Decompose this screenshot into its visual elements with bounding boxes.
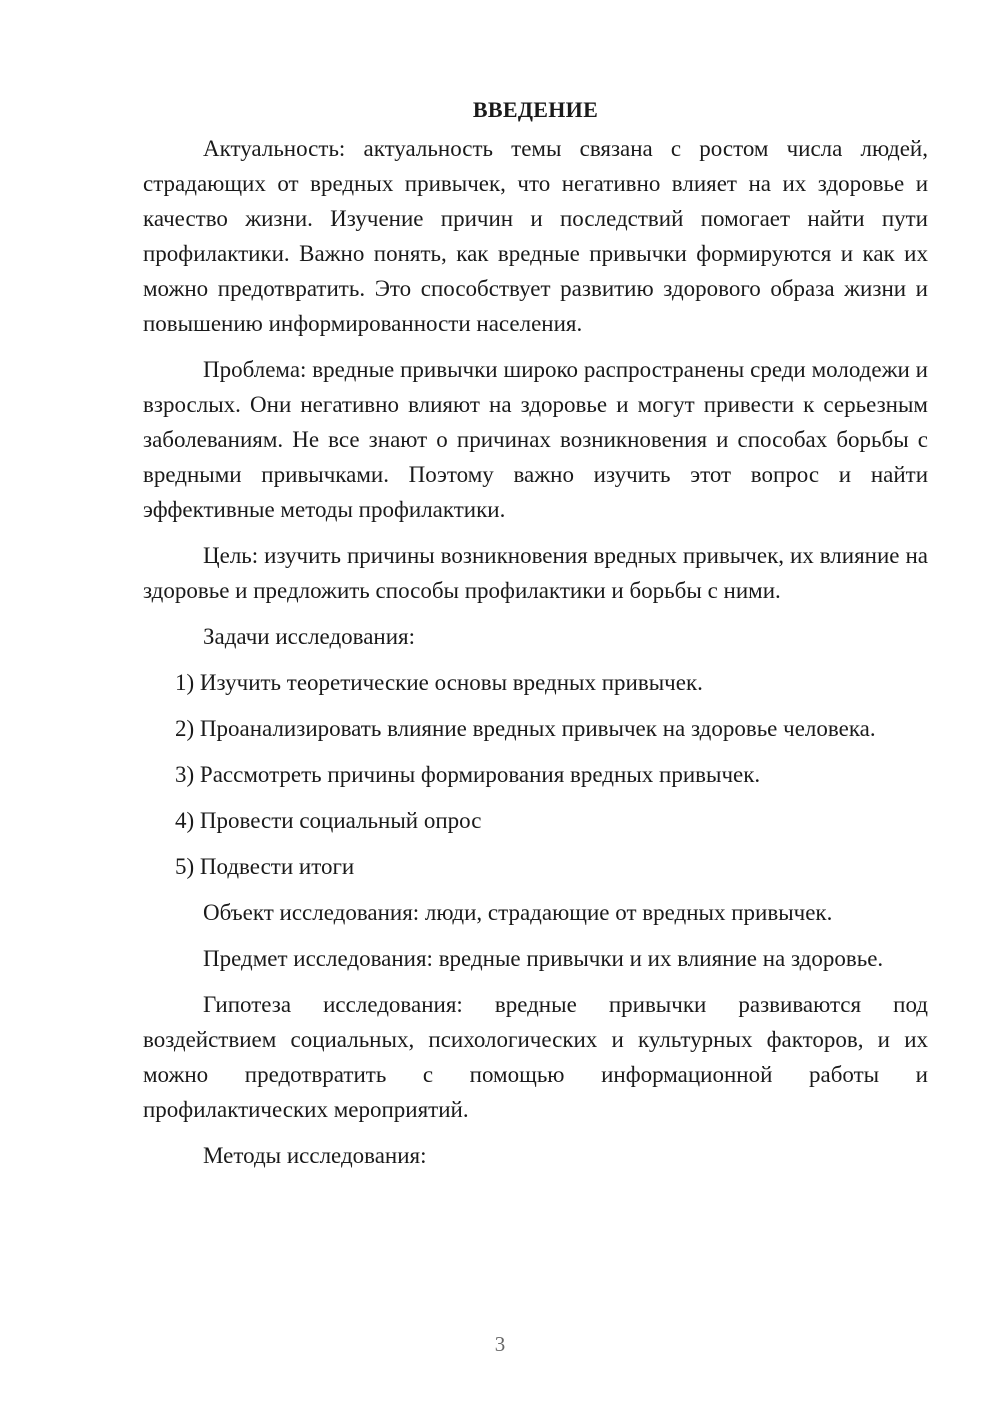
list-item-task-4: 4) Провести социальный опрос <box>175 808 482 833</box>
paragraph-goal: Цель: изучить причины возникновения вредных привычек, их влияние на здоровье и предложить способы профилактики и борьбы с ними. <box>143 543 928 603</box>
paragraph-object: Объект исследования: люди, страдающие от вредных привычек. <box>203 900 833 925</box>
paragraph-problem: Проблема: вредные привычки широко распространены среди молодежи и взрослых. Они негативно влияют на здоровье и могут привести к серьезным заболеваниям. Не все знают о причинах возникновения и способах борьбы с вредными привычками. Поэтому важно изучить этот вопрос и найти эффективные методы профилактики. <box>143 357 928 522</box>
paragraph-methods: Методы исследования: <box>203 1143 427 1168</box>
list-item-task-1: 1) Изучить теоретические основы вредных привычек. <box>175 670 703 695</box>
page-number: 3 <box>494 1332 506 1356</box>
list-item-task-5: 5) Подвести итоги <box>175 854 355 879</box>
list-item-task-2: 2) Проанализировать влияние вредных привычек на здоровье человека. <box>175 716 876 741</box>
paragraph-relevance: Актуальность: актуальность темы связана с ростом числа людей, страдающих от вредных привычек, что негативно влияет на их здоровье и качество жизни. Изучение причин и последствий помогает найти пути профилактики. Важно понять, как вредные привычки формируются и как их можно предотвратить. Это способствует развитию здорового образа жизни и повышению информированности населения. <box>143 136 928 336</box>
paragraph-tasks-heading: Задачи исследования: <box>203 624 416 649</box>
paragraph-hypothesis: Гипотеза исследования: вредные привычки развиваются под воздействием социальных, психологических и культурных факторов, и их можно предотвратить с помощью информационной работы и профилактических мероприятий. <box>143 992 928 1122</box>
list-item-task-3: 3) Рассмотреть причины формирования вредных привычек. <box>175 762 761 787</box>
page-title: ВВЕДЕНИЕ <box>472 97 599 122</box>
document-body <box>143 92 928 1184</box>
paragraph-subject: Предмет исследования: вредные привычки и их влияние на здоровье. <box>203 946 884 971</box>
